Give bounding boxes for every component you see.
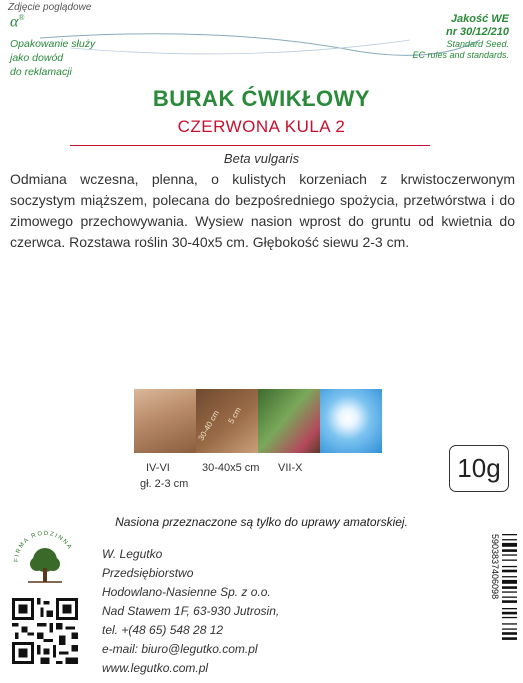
family-company-logo — [10, 522, 80, 592]
barcode-bar — [502, 628, 517, 629]
amateur-use-notice: Nasiona przeznaczone są tylko do uprawy amatorskiej. — [115, 515, 408, 529]
package-note-line: jako dowód — [10, 52, 64, 64]
company-email: e-mail: biuro@legutko.com.pl — [102, 642, 258, 656]
company-phone: tel. +(48 65) 548 28 12 — [102, 623, 224, 637]
company-info — [102, 545, 279, 678]
net-weight-badge: 10g — [449, 445, 509, 492]
alpha-symbol: α — [10, 13, 19, 31]
barcode-bar — [502, 580, 517, 584]
qr-code — [12, 598, 78, 664]
barcode-bar — [502, 570, 517, 573]
company-legal-name: Hodowlano-Nasienne Sp. z o.o. — [102, 585, 271, 599]
barcode-bar — [502, 600, 517, 603]
company-address: Nad Stawem 1F, 63-930 Jutrosin, — [102, 604, 280, 618]
barcode-bar — [502, 560, 517, 561]
sowing-time: IV-VI — [146, 462, 170, 474]
title-divider — [70, 145, 430, 146]
harvest-label: VII-X — [278, 462, 303, 474]
harvest-photo — [258, 389, 320, 453]
quality-info — [412, 13, 509, 61]
barcode-bar — [502, 597, 517, 598]
barcode-bar — [502, 623, 517, 624]
logo-text: FIRMA RODZINNA — [13, 530, 73, 563]
plant-spacing-label: 5 cm — [226, 405, 243, 426]
barcode-bar — [502, 591, 517, 592]
barcode-bar — [502, 576, 517, 577]
photo-note: Zdjęcie poglądowe — [8, 2, 92, 13]
barcode-bar — [502, 617, 517, 618]
barcode-bar — [502, 637, 517, 640]
spacing-photo — [196, 389, 258, 453]
barcode-bar — [502, 554, 517, 555]
standard-line: Standard Seed. — [446, 39, 509, 49]
company-type: Przedsiębiorstwo — [102, 566, 194, 580]
sowing-label — [140, 460, 188, 492]
variety-name: CZERWONA KULA 2 — [177, 117, 346, 136]
latin-name: Beta vulgaris — [223, 151, 300, 166]
barcode-bar — [502, 543, 517, 547]
quality-number: nr 30/12/210 — [446, 26, 509, 38]
product-description: Odmiana wczesna, plenna, o kulistych korzeniach z krwistoczerwonym soczystym miąższem, polecana do bezpośredniego spożycia, przetwórstwa i do zimowego przechowywania. Wysiew nasion wprost do gruntu od kwietnia do czerwca. Rozstawa roślin 30-40x5 cm. Głębokość siewu 2-3 cm. — [10, 171, 515, 250]
standard-line: EC rules and standards. — [412, 50, 509, 60]
spacing-label: 30-40x5 cm — [202, 462, 260, 474]
company-website: www.legutko.com.pl — [102, 661, 209, 675]
package-note — [10, 37, 95, 79]
sowing-depth: gł. 2-3 cm — [140, 478, 189, 490]
product-title: BURAK ĆWIKŁOWY — [152, 86, 371, 111]
barcode-bar — [502, 566, 517, 567]
sowing-photo — [134, 389, 196, 453]
package-note-line: do reklamacji — [10, 66, 72, 78]
barcode-bar — [502, 608, 517, 609]
registered-mark: ® — [18, 13, 25, 22]
barcode-bar — [502, 549, 517, 552]
ean-barcode — [488, 532, 518, 674]
barcode-bar — [502, 534, 517, 535]
quality-line: Jakość WE — [450, 13, 509, 25]
company-name: W. Legutko — [102, 547, 163, 561]
barcode-bar — [502, 612, 517, 615]
barcode-bar — [502, 632, 517, 635]
barcode-bar — [502, 539, 517, 540]
row-spacing-label: 30-40 cm — [196, 408, 221, 443]
sun-icon — [320, 389, 382, 453]
pictogram-strip — [134, 389, 382, 453]
barcode-bar — [502, 586, 517, 589]
package-note-line: Opakowanie służy — [10, 38, 96, 50]
barcode-number: 5903837406098 — [490, 534, 500, 600]
